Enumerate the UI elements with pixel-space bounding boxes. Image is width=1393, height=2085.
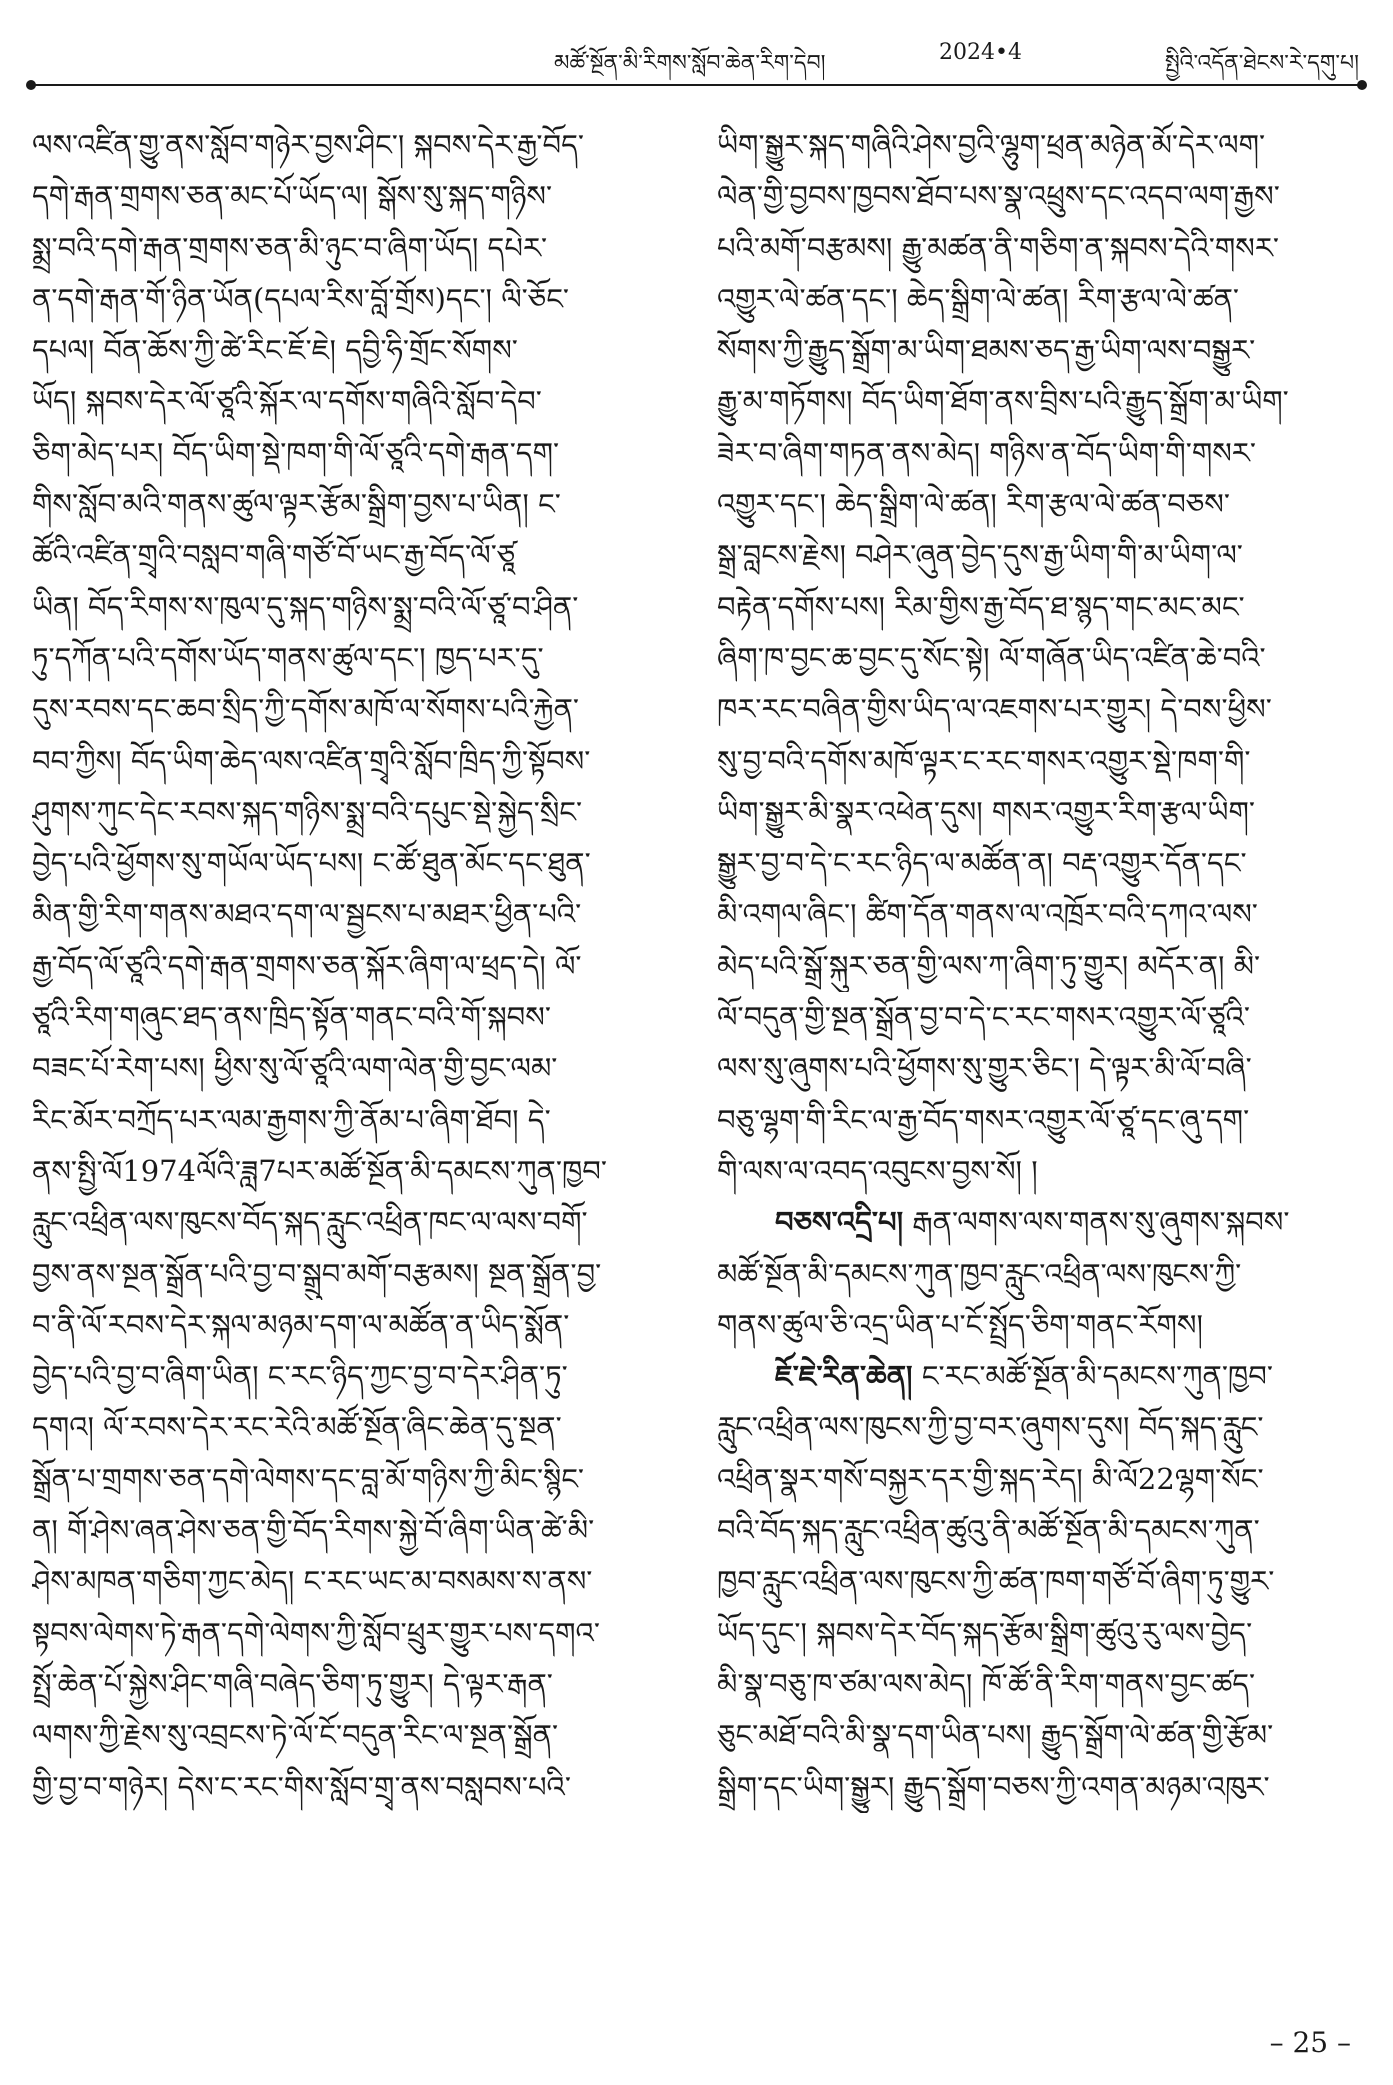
text-line: ཅིག་མེད་པར། བོད་ཡིག་སྡེ་ཁག་གི་ལོ་ཙཱའི་དགེ་རྒན་དག་ (32, 435, 560, 470)
text-line: བཟང་པོ་རེག་པས། ཕྱིས་སུ་ལོ་ཙཱའི་ལག་ལེན་གྱི་བྱང་ལམ་ (32, 1051, 558, 1086)
text-line: ཟེར་བ་ཞིག་གཏན་ནས་མེད། གཉིས་ན་བོད་ཡིག་གི་གསར་ (717, 435, 1256, 470)
text-line (717, 1197, 1359, 1248)
text-line: མཚོ་སྔོན་མི་དམངས་ཀུན་ཁྱབ་རླུང་འཕྲིན་ལས་ཁུངས་ཀྱི་ (717, 1256, 1242, 1291)
issue-number: 2024•4 (939, 40, 1022, 65)
text-line: འགྱུར་ལེ་ཚན་དང་། ཆེད་སྒྲིག་ལེ་ཚན། རིག་རྩལ་ལེ་ཚན་ (717, 281, 1240, 316)
text-line: ཤེས་མཁན་གཅིག་ཀྱང་མེད། ང་རང་ཡང་མ་བསམས་ས་ནས་ (32, 1564, 593, 1599)
text-line: སྒྲོན་པ་གྲགས་ཅན་དགེ་ལེགས་དང་བླ་མོ་གཉིས་ཀྱི་མིང་སྙིང་ (32, 1461, 585, 1496)
text-line: བའི་བོད་སྐད་རླུང་འཕྲིན་ཚུའུ་ནི་མཚོ་སྔོན་མི་དམངས་ཀུན་ (717, 1513, 1260, 1548)
text-line: གནས་ཚུལ་ཅི་འདྲ་ཡིན་པ་ངོ་སྤྲོད་ཅིག་གནང་རོགས། (717, 1307, 1203, 1342)
text-line: ཏུ་དཀོན་པའི་དགོས་ཡོད་གནས་ཚུལ་དང་། ཁྱད་པར་དུ་ (32, 640, 544, 675)
section-title: སྤྱིའི་འདོན་ཐེངས་རེ་དགུ་པ། (1164, 51, 1359, 76)
text-line: ལོ་བདུན་གྱི་སྔན་སྒྲོན་བྱ་བ་དེ་ང་རང་གསར་འགྱུར་ལོ་ཙཱའི་ (717, 1000, 1251, 1035)
text-line: བ་ནི་ལོ་རབས་དེར་སྐལ་མཉམ་དག་ལ་མཚོན་ན་ཡིད་སྨོན་ (32, 1307, 570, 1342)
text-line: ཙཱའི་རིག་གཞུང་ཐད་ནས་ཁྲིད་སྟོན་གནང་བའི་གོ་སྐབས་ (32, 1000, 551, 1035)
text-line: རིང་མོར་བཀྲོད་པར་ལམ་རྒྱགས་ཀྱི་ནོམ་པ་ཞིག་ཐོབ། དེ་ (32, 1102, 551, 1137)
page-number: – 25 – (1269, 2026, 1351, 2059)
text-line: སྨྲ་བའི་དགེ་རྒན་གྲགས་ཅན་མི་ཉུང་བ་ཞིག་ཡོད། དཔེར་ (32, 230, 548, 265)
text-line: མེད་པའི་སྒྲོ་སྐུར་ཅན་གྱི་ལས་ཀ་ཞིག་ཏུ་གྱུར། མདོར་ན། མི་ (717, 948, 1261, 983)
text-line: དགེ་རྒན་གྲགས་ཅན་མང་པོ་ཡོད་ལ། སྒོས་སུ་སྐད་གཉིས་ (32, 179, 553, 214)
text-line: གི་ལས་ལ་འབད་འབུངས་བྱས་སོ། ། (717, 1153, 1038, 1188)
running-header (34, 38, 1359, 78)
text-line: བཅུ་ལྷག་གི་རིང་ལ་རྒྱ་བོད་གསར་འགྱུར་ལོ་ཙཱ་དང་ཞུ་དག་ (717, 1102, 1250, 1137)
text-line: ཡིན། བོད་རིགས་ས་ཁུལ་དུ་སྐད་གཉིས་སྨྲ་བའི་ལོ་ཙཱ་བ་ཤིན་ (32, 589, 579, 624)
text-line: ཡོད་དུང་། སྐབས་དེར་བོད་སྐད་རྩོམ་སྒྲིག་ཚུའུ་རུ་ལས་བྱེད་ (717, 1615, 1253, 1650)
text-line: རྒྱ་བོད་ལོ་ཙཱའི་དགེ་རྒན་གྲགས་ཅན་སྐོར་ཞིག་ལ་ཕྲད་དེ། ལོ་ (32, 948, 582, 983)
text-line: བྱས་ནས་སྔན་སྒྲོན་པའི་བྱ་བ་སྒྲུབ་མགོ་བརྩམས། སྔན་སྒྲོན་བྱ་ (32, 1256, 602, 1291)
text-line: བརྟེན་དགོས་པས། རིམ་གྱིས་རྒྱ་བོད་ཐ་སྙད་གང་མང་མང་ (717, 589, 1245, 624)
text-line: མི་སྣ་བཅུ་ཁ་ཙམ་ལས་མེད། ཁོ་ཚོ་ནི་རིག་གནས་བྱང་ཚད་ (717, 1666, 1256, 1701)
text-line: སྒྲ་བླངས་རྗེས། བཤེར་ཞུན་བྱེད་དུས་རྒྱ་ཡིག་གི་མ་ཡིག་ལ་ (717, 538, 1243, 573)
text-line: མིན་གྱི་རིག་གནས་མཐའ་དག་ལ་སྦྱངས་པ་མཐར་ཕྱིན་པའི་ (32, 897, 582, 932)
text-line: ཅུང་མཐོ་བའི་མི་སྣ་དག་ཡིན་པས། རྒྱུད་སྒྲོག་ལེ་ཚན་གྱི་རྩོམ་ (717, 1718, 1274, 1753)
text-line: བྱེད་པའི་བྱ་བ་ཞིག་ཡིན། ང་རང་ཉིད་ཀྱང་བྱ་བ་དེར་ཤིན་ཏུ་ (32, 1359, 568, 1394)
text-line: གིས་སློབ་མའི་གནས་ཚུལ་ལྟར་རྩོམ་སྒྲིག་བྱས་པ་ཡིན། ང་ (32, 487, 561, 522)
text-line: སོགས་ཀྱི་རྒྱུད་སྒྲོག་མ་ཡིག་ཐམས་ཅད་རྒྱ་ཡིག་ལས་བསྒྱུར་ (717, 333, 1256, 368)
text-line: ལེན་གྱི་བྱབས་ཁྱབས་ཐོབ་པས་སྣ་འཕྲུས་དང་འདབ་ལག་རྒྱས་ (717, 179, 1280, 214)
text-line: རླུང་འཕྲིན་ལས་ཁུངས་བོད་སྐད་རླུང་འཕྲིན་ཁང་ལ་ལས་བགོ་ (32, 1205, 588, 1240)
text-line: སྟབས་ལེགས་ཏེ་རྒན་དགེ་ལེགས་ཀྱི་སློབ་ཕྲུར་གྱུར་པས་དགའ་ (32, 1615, 600, 1650)
text-line: བབ་ཀྱིས། བོད་ཡིག་ཆེད་ལས་འཛིན་གྲྭའི་སློབ་ཁྲིད་ཀྱི་སྟོབས་ (32, 743, 591, 778)
text-line: སྤྲོ་ཆེན་པོ་སྐྱེས་ཤིང་གཞི་བཞེད་ཅིག་ཏུ་གྱུར། དེ་ལྟར་རྒན་ (32, 1666, 553, 1701)
text-line: ན་དགེ་རྒན་གོ་ཉིན་ཡོན(དཔལ་རིས་བློ་གྲོས)དང་། ལི་ཅོང་ (32, 281, 570, 316)
text-line: པའི་མགོ་བརྩམས། རྒྱུ་མཚན་ནི་གཅིག་ན་སྐབས་དེའི་གསར་ (717, 230, 1280, 265)
text-line: ཁྱབ་རླུང་འཕྲིན་ལས་ཁུངས་ཀྱི་ཚན་ཁག་གཙོ་བོ་ཞིག་ཏུ་གྱུར་ (717, 1564, 1275, 1599)
speaker-label: བཅས་འདྲི་པ། (775, 1205, 904, 1240)
text-line: མི་འགལ་ཞིང་། ཚིག་དོན་གནས་ལ་འཁྲོར་བའི་དཀའ་ལས་ (717, 897, 1258, 932)
text-line: སྒྱུར་བྱ་བ་དེ་ང་རང་ཉིད་ལ་མཚོན་ན། བརྡ་འགྱུར་དོན་དང་ (717, 846, 1247, 881)
text-line: རྒྱུ་མ་གཏོགས། བོད་ཡིག་ཐོག་ནས་བྲིས་པའི་རྒྱུད་སྒྲོག་མ་ཡིག་ (717, 384, 1289, 419)
text-line: ཡིག་སྒྱུར་མི་སྣར་འཕེན་དུས། གསར་འགྱུར་རིག་རྩལ་ཡིག་ (717, 794, 1255, 829)
text-line: ན། གོ་ཤེས་ཞན་ཤེས་ཅན་གྱི་བོད་རིགས་སྐྱེ་བོ་ཞིག་ཡིན་ཚེ་མི་ (32, 1513, 595, 1548)
line-text: རྒན་ལགས་ལས་གནས་སུ་ཞུགས་སྐབས་ (903, 1205, 1290, 1240)
speaker-label: ཇོ་ཇེ་རིན་ཆེན། (775, 1359, 913, 1394)
text-line: ཚོའི་འཛིན་གྲྭའི་བསླབ་གཞི་གཙོ་བོ་ཡང་རྒྱ་བོད་ལོ་ཙཱ (32, 538, 516, 573)
text-line: དུས་རབས་དང་ཆབ་སྲིད་ཀྱི་དགོས་མཁོ་ལ་སོགས་པའི་རྐྱེན་ (32, 692, 579, 727)
text-line: སྒྲིག་དང་ཡིག་སྒྱུར། རྒྱུད་སྒྲོག་བཅས་ཀྱི་འགན་མཉམ་འཁུར་ (717, 1769, 1270, 1804)
text-line: གྱི་བྱ་བ་གཉེར། དེས་ང་རང་གིས་སློབ་གྲྭ་ནས་བསླབས་པའི་ (32, 1769, 571, 1804)
journal-title: མཚོ་སྔོན་མི་རིགས་སློབ་ཆེན་རིག་དེབ། (554, 51, 826, 76)
text-line: རླུང་འཕྲིན་ལས་ཁུངས་ཀྱི་བྱ་བར་ཞུགས་དུས། བོད་སྐད་རླུང་ (717, 1410, 1264, 1445)
line-text: ང་རང་མཚོ་སྔོན་མི་དམངས་ཀུན་ཁྱབ་ (912, 1359, 1273, 1394)
text-line: དཔལ། བོན་ཆོས་ཀྱི་ཚེ་རིང་ཇོ་ཇེ། དབྱི་ཧི་གྲོང་སོགས་ (32, 333, 518, 368)
text-line: སུ་བྱ་བའི་དགོས་མཁོ་ལྟར་ང་རང་གསར་འགྱུར་སྡེ་ཁག་གི་ (717, 743, 1251, 778)
text-line: ནས་སྤྱི་ལོ1974ལོའི་ཟླ7པར་མཚོ་སྔོན་མི་དམངས་ཀུན་ཁྱབ་ (32, 1153, 607, 1188)
text-line: ཞིག་ཁ་བྱང་ཆ་བྱང་དུ་སོང་སྟེ། ལོ་གཞོན་ཡིད་འཛིན་ཆེ་བའི་ (717, 640, 1266, 675)
text-line: ཡོད། སྐབས་དེར་ལོ་ཙཱའི་སྐོར་ལ་དགོས་གཞིའི་སློབ་དེབ་ (32, 384, 542, 419)
text-line: ལགས་ཀྱི་རྗེས་སུ་འབྲངས་ཏེ་ལོ་ངོ་བདུན་རིང་ལ་སྔན་སྒྲོན་ (32, 1718, 559, 1753)
text-line: བྱེད་པའི་ཕྱོགས་སུ་གཡོལ་ཡོད་པས། ང་ཚོ་ཐུན་མོང་དང་ཐུན་ (32, 846, 591, 881)
left-column (32, 120, 674, 1980)
text-line: དགའ། ལོ་རབས་དེར་རང་རེའི་མཚོ་སྔོན་ཞིང་ཆེན་དུ་སྔན་ (32, 1410, 562, 1445)
text-line: འགྱུར་དང་། ཆེད་སྒྲིག་ལེ་ཚན། རིག་རྩལ་ལེ་ཚན་བཅས་ (717, 487, 1230, 522)
text-line (717, 1351, 1359, 1402)
text-line: ལས་འཛིན་གྱུ་ནས་སློབ་གཉེར་བྱས་ཤིང་། སྐབས་དེར་རྒྱ་བོད་ (32, 128, 584, 162)
right-column (717, 120, 1359, 1980)
text-line: ཡིག་སྒྱུར་སྐད་གཞིའི་ཤེས་བྱའི་ལྷུག་ཕྲན་མཉེན་མོ་དེར་ལག་ (717, 128, 1266, 162)
text-line: ཤུགས་ཀུང་དེང་རབས་སྐད་གཉིས་སྨྲ་བའི་དཔུང་སྡེ་སྐྱེད་སྲིང་ (32, 794, 583, 829)
text-line: ཁར་རང་བཞིན་གྱིས་ཡིད་ལ་འཇགས་པར་གྱུར། དེ་བས་ཕྱིས་ (717, 692, 1272, 727)
text-line: ལས་སུ་ཞུགས་པའི་ཕྱོགས་སུ་གྱུར་ཅིང་། དེ་ལྟར་མི་ལོ་བཞི་ (717, 1051, 1252, 1086)
rule-right-dot (1357, 80, 1367, 90)
header-rule (34, 84, 1359, 86)
text-line: འཕྲིན་སྣར་གསོ་བསྐྱར་དར་གྱི་སྐད་རེད། མི་ལོ22ལྷག་སོང་ (717, 1461, 1264, 1496)
